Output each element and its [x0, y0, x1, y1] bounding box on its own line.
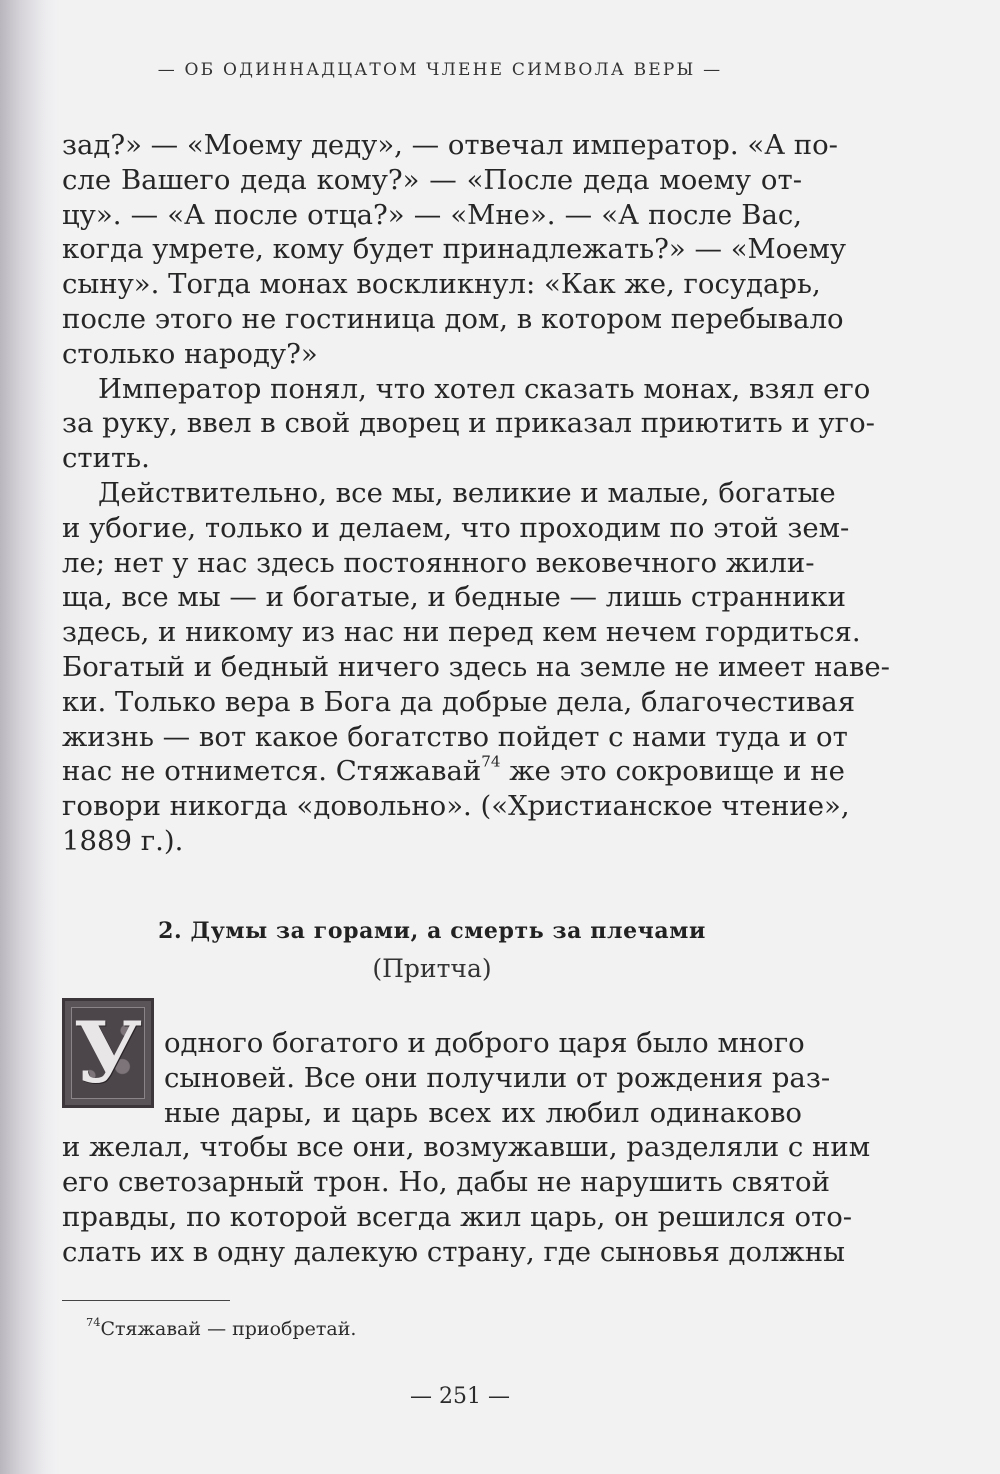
text-line: сыновей. Все они получили от рождения раз-	[164, 1061, 831, 1094]
section-title: 2. Думы за горами, а смерть за плечами	[158, 918, 706, 944]
text-line: одного богатого и доброго царя было много	[164, 1027, 805, 1059]
text-fragment: же это сокровище и не	[509, 755, 845, 788]
text-line: зад?» — «Моему деду», — отвечал император. «А по-	[62, 129, 838, 161]
text-line: здесь, и никому из нас ни перед кем нечем гордиться.	[62, 616, 861, 649]
text-line: за руку, ввел в свой дворец и приказал приютить и уго-	[62, 407, 875, 440]
text-line: ки. Только вера в Бога да добрые дела, благочестивая	[62, 685, 856, 718]
text-line: ные дары, и царь всех их любил одинаково	[164, 1096, 802, 1129]
footnote	[86, 1314, 357, 1340]
text-line: сыну». Тогда монах воскликнул: «Как же, государь,	[62, 268, 821, 301]
text-line: 1889 г.).	[62, 824, 184, 857]
text-line: и желал, чтобы все они, возмужавши, разделяли с ним	[62, 1131, 871, 1164]
footnote-divider	[62, 1300, 230, 1301]
footnote-text: Стяжавай — приобретай.	[100, 1318, 357, 1340]
text-fragment: нас не отнимется. Стяжавай	[62, 755, 482, 788]
text-line: стить.	[62, 442, 150, 475]
page-number: — 251 —	[410, 1384, 510, 1409]
section-subtitle: (Притча)	[372, 954, 492, 983]
text-line: столько народу?»	[62, 337, 318, 370]
text-line: ща, все мы — и богатые, и бедные — лишь странники	[62, 581, 846, 614]
text-line: цу». — «А после отца?» — «Мне». — «А после Вас,	[62, 198, 802, 231]
text-line: правды, по которой всегда жил царь, он решился ото-	[62, 1200, 853, 1233]
footnote-reference[interactable]: 74	[481, 752, 501, 771]
text-line: после этого не гостиница дом, в котором перебывало	[62, 302, 844, 335]
body-text	[62, 128, 890, 859]
footnote-number: 74	[86, 1314, 101, 1329]
text-line: Император понял, что хотел сказать монах, взял его	[98, 372, 871, 405]
body-text-section-2	[62, 1026, 871, 1270]
text-line-with-footnote	[62, 752, 845, 789]
text-line: когда умрете, кому будет принадлежать?» — «Моему	[62, 233, 847, 266]
text-line: слать их в одну далекую страну, где сыновья должны	[62, 1235, 846, 1268]
text-line: говори никогда «довольно». («Христианское чтение»,	[62, 790, 850, 823]
dropcap-letter: У	[73, 1003, 143, 1102]
text-line: жизнь — вот какое богатство пойдет с нами туда и от	[62, 720, 848, 753]
text-line: его светозарный трон. Но, дабы не нарушить святой	[62, 1166, 830, 1199]
text-line: сле Вашего деда кому?» — «После деда моему от-	[62, 163, 802, 196]
text-line: Действительно, все мы, великие и малые, богатые	[98, 476, 836, 509]
running-head: — ОБ ОДИННАДЦАТОМ ЧЛЕНЕ СИМВОЛА ВЕРЫ —	[157, 60, 723, 80]
text-line: ле; нет у нас здесь постоянного вековечного жили-	[62, 546, 815, 579]
text-line: Богатый и бедный ничего здесь на земле не имеет наве-	[62, 650, 890, 683]
text-line: и убогие, только и делаем, что проходим по этой зем-	[62, 511, 850, 544]
